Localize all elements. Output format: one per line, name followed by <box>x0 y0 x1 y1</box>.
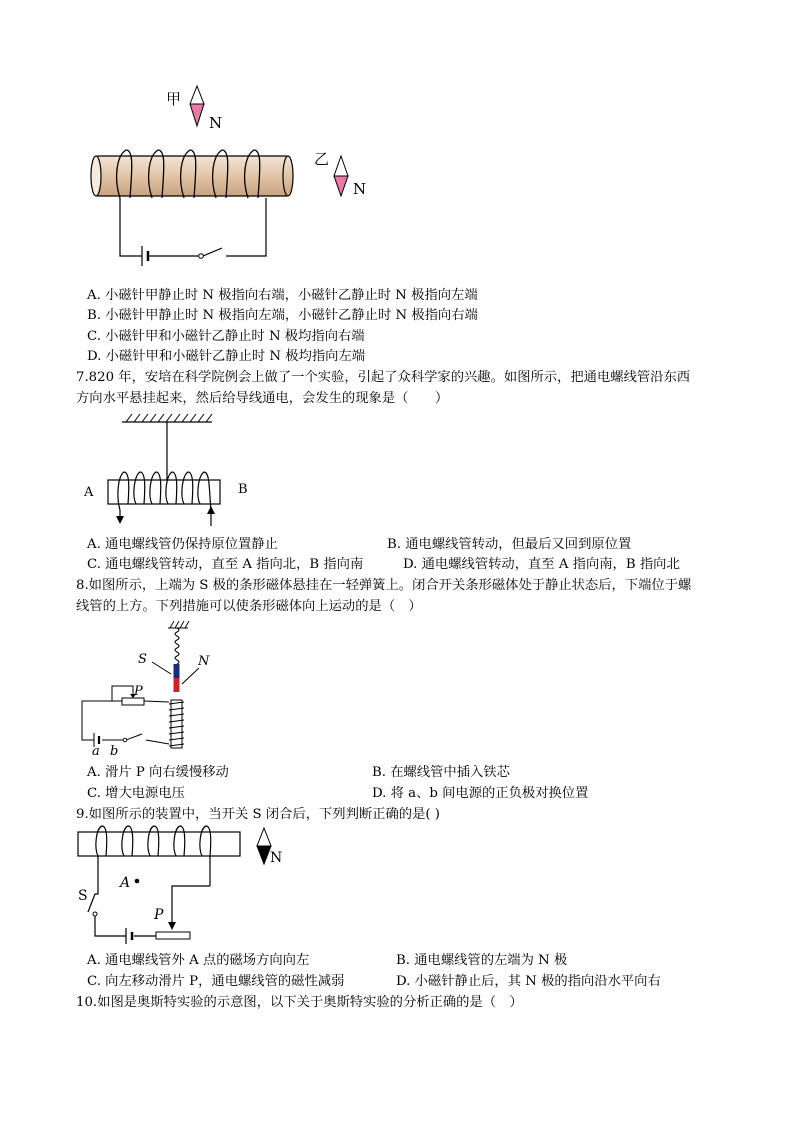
q8-stem-line2: 线管的上方。下列措施可以使条形磁体向上运动的是（ ） <box>76 599 422 614</box>
figure-spring-magnet <box>76 618 216 760</box>
q6-option-c: C. 小磁针甲和小磁针乙静止时 N 极均指向右端 <box>87 329 365 344</box>
figure-hanging-solenoid <box>78 410 258 530</box>
compass-jia-icon <box>190 86 204 126</box>
q10-stem: 10.如图是奥斯特实验的示意图，以下关于奥斯特实验的分析正确的是（ ） <box>76 995 523 1010</box>
label-n-pole: N <box>198 654 210 669</box>
q7-stem-line1: 7.820 年，安培在科学院例会上做了一个实验，引起了众科学家的兴趣。如图所示，把通电螺线管沿东西 <box>76 370 691 385</box>
q8-option-b: B. 在螺线管中插入铁芯 <box>372 765 510 780</box>
q9-option-d: D. 小磁针静止后，其 N 极的指向沿水平向右 <box>396 974 661 989</box>
label-terminal-b: b <box>110 744 119 759</box>
label-s-pole: S <box>138 652 147 667</box>
q9-option-b: B. 通电螺线管的左端为 N 极 <box>396 953 568 968</box>
label-yi: 乙 <box>314 150 330 168</box>
q6-option-a: A. 小磁针甲静止时 N 极指向右端，小磁针乙静止时 N 极指向左端 <box>87 288 478 303</box>
q7-option-b: B. 通电螺线管转动，但最后又回到原位置 <box>387 537 632 552</box>
q7-stem-line2: 方向水平悬挂起来，然后给导线通电，会发生的现象是（ ） <box>76 391 449 406</box>
q8-stem-line1: 8.如图所示，上端为 S 极的条形磁体悬挂在一轻弹簧上。闭合开关条形磁体处于静止状态后，下端位于螺 <box>76 578 692 593</box>
q8-option-a: A. 滑片 P 向右缓慢移动 <box>87 765 229 780</box>
q6-option-d: D. 小磁针甲和小磁针乙静止时 N 极均指向左端 <box>87 349 366 364</box>
label-point-a: A <box>120 875 131 891</box>
q9-option-c: C. 向左移动滑片 P，通电螺线管的磁性减弱 <box>87 974 345 989</box>
q9-stem: 9.如图所示的装置中，当开关 S 闭合后，下列判断正确的是( ) <box>76 807 440 822</box>
label-n-yi: N <box>353 180 367 198</box>
label-slider-p: P <box>134 684 143 699</box>
q8-option-d: D. 将 a、b 间电源的正负极对换位置 <box>372 786 589 801</box>
compass-icon <box>257 828 271 864</box>
q7-option-d: D. 通电螺线管转动，直至 A 指向南，B 指向北 <box>403 557 680 572</box>
compass-yi-icon <box>334 156 348 196</box>
q6-option-b: B. 小磁针甲静止时 N 极指向左端，小磁针乙静止时 N 极指向右端 <box>87 308 478 323</box>
label-switch-s: S <box>78 888 88 904</box>
q9-option-a: A. 通电螺线管外 A 点的磁场方向向左 <box>87 953 310 968</box>
q7-option-c: C. 通电螺线管转动，直至 A 指向北，B 指向南 <box>87 557 364 572</box>
label-a-end: A <box>84 485 94 500</box>
label-n-jia: N <box>209 114 223 132</box>
figure-solenoid-rheostat <box>74 824 304 948</box>
label-slider-p: P <box>154 907 164 923</box>
hanging-solenoid-diagram <box>78 410 258 530</box>
label-compass-n: N <box>270 850 283 866</box>
solenoid-rheostat-diagram <box>74 824 304 948</box>
figure-solenoid-compasses <box>80 80 380 280</box>
spring-magnet-circuit-diagram <box>76 618 216 760</box>
label-b-end: B <box>238 482 248 497</box>
label-jia: 甲 <box>166 90 182 108</box>
solenoid-circuit-diagram <box>80 80 380 280</box>
q8-option-c: C. 增大电源电压 <box>87 786 185 801</box>
q7-option-a: A. 通电螺线管仍保持原位置静止 <box>87 537 278 552</box>
label-terminal-a: a <box>92 744 100 759</box>
